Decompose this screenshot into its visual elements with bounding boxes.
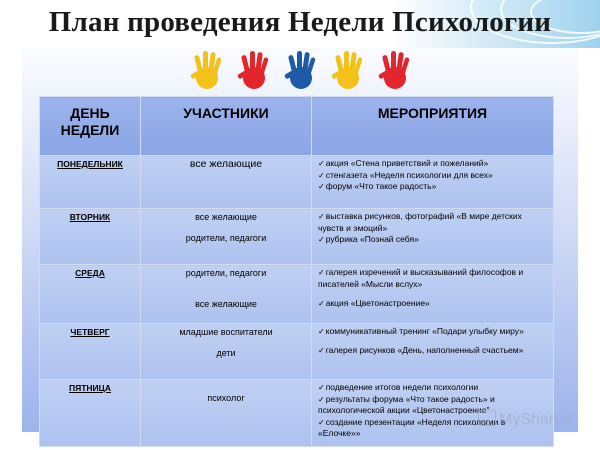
participants-cell [141, 380, 312, 447]
schedule-table [39, 96, 554, 447]
participants-cell [141, 265, 312, 324]
table-row [40, 380, 554, 447]
participant: младшие воспитатели [179, 327, 273, 337]
participant: дети [216, 348, 236, 358]
day-cell: ПОНЕДЕЛЬНИК [40, 156, 141, 209]
hand-yellow-icon [190, 51, 222, 89]
hand-red-icon [378, 51, 410, 89]
table-header-row [40, 97, 554, 156]
participants-cell [141, 209, 312, 265]
participants-cell [141, 324, 312, 380]
participant: все желающие [189, 158, 263, 170]
watermark-logo-icon [478, 410, 496, 426]
event-item: ✓ подведение итогов недели психологии [318, 382, 549, 394]
event-item: ✓ галерея рисунков «День, наполненный счастьем» [318, 345, 549, 357]
hand-yellow-icon [331, 51, 363, 89]
day-cell: ПЯТНИЦА [40, 380, 141, 447]
event-item: ✓ форум «Что такое радость» [318, 181, 549, 193]
event-item: ✓ рубрика «Познай себя» [318, 234, 549, 246]
participants-cell [141, 156, 312, 209]
event-item: ✓ создание презентации «Неделя психологии в «Елочке»» [318, 417, 549, 440]
hand-red-icon [237, 51, 269, 89]
watermark [478, 410, 572, 429]
participant: все желающие [195, 212, 257, 222]
events-cell [312, 265, 554, 324]
events-cell [312, 324, 554, 380]
event-item: ✓ стенгазета «Неделя психологии для всех» [318, 170, 549, 182]
header-participants: УЧАСТНИКИ [141, 97, 312, 156]
event-item: ✓ коммуникативный тренинг «Подари улыбку миру» [318, 326, 549, 338]
table-row [40, 324, 554, 380]
participant: все желающие [195, 299, 257, 309]
day-cell: ВТОРНИК [40, 209, 141, 265]
participant: психолог [207, 393, 245, 403]
participant: родители, педагоги [185, 233, 267, 243]
page-title: План проведения Недели Психологии [48, 6, 552, 38]
events-cell [312, 156, 554, 209]
day-cell: СРЕДА [40, 265, 141, 324]
event-item: ✓ акция «Цветонастроение» [318, 298, 549, 310]
watermark-text: MyShared [499, 411, 572, 428]
table-row [40, 209, 554, 265]
header-day: ДЕНЬ НЕДЕЛИ [40, 97, 141, 156]
event-item: ✓ выставка рисунков, фотографий «В мире детских чувств и эмоций» [318, 211, 549, 234]
event-item: ✓ галерея изречений и высказываний философов и писателей «Мысли вслух» [318, 267, 549, 290]
participant: родители, педагоги [185, 268, 267, 278]
event-item: ✓ результаты форума «Что такое радость» и психологической акции «Цветонастроение" [318, 394, 549, 417]
table-row [40, 156, 554, 209]
table-row [40, 265, 554, 324]
events-cell [312, 209, 554, 265]
event-item: ✓ акция «Стена приветствий и пожеланий» [318, 158, 549, 170]
day-cell: ЧЕТВЕРГ [40, 324, 141, 380]
hand-blue-icon [284, 51, 316, 89]
header-events: МЕРОПРИЯТИЯ [312, 97, 554, 156]
hands-decoration [185, 48, 420, 93]
